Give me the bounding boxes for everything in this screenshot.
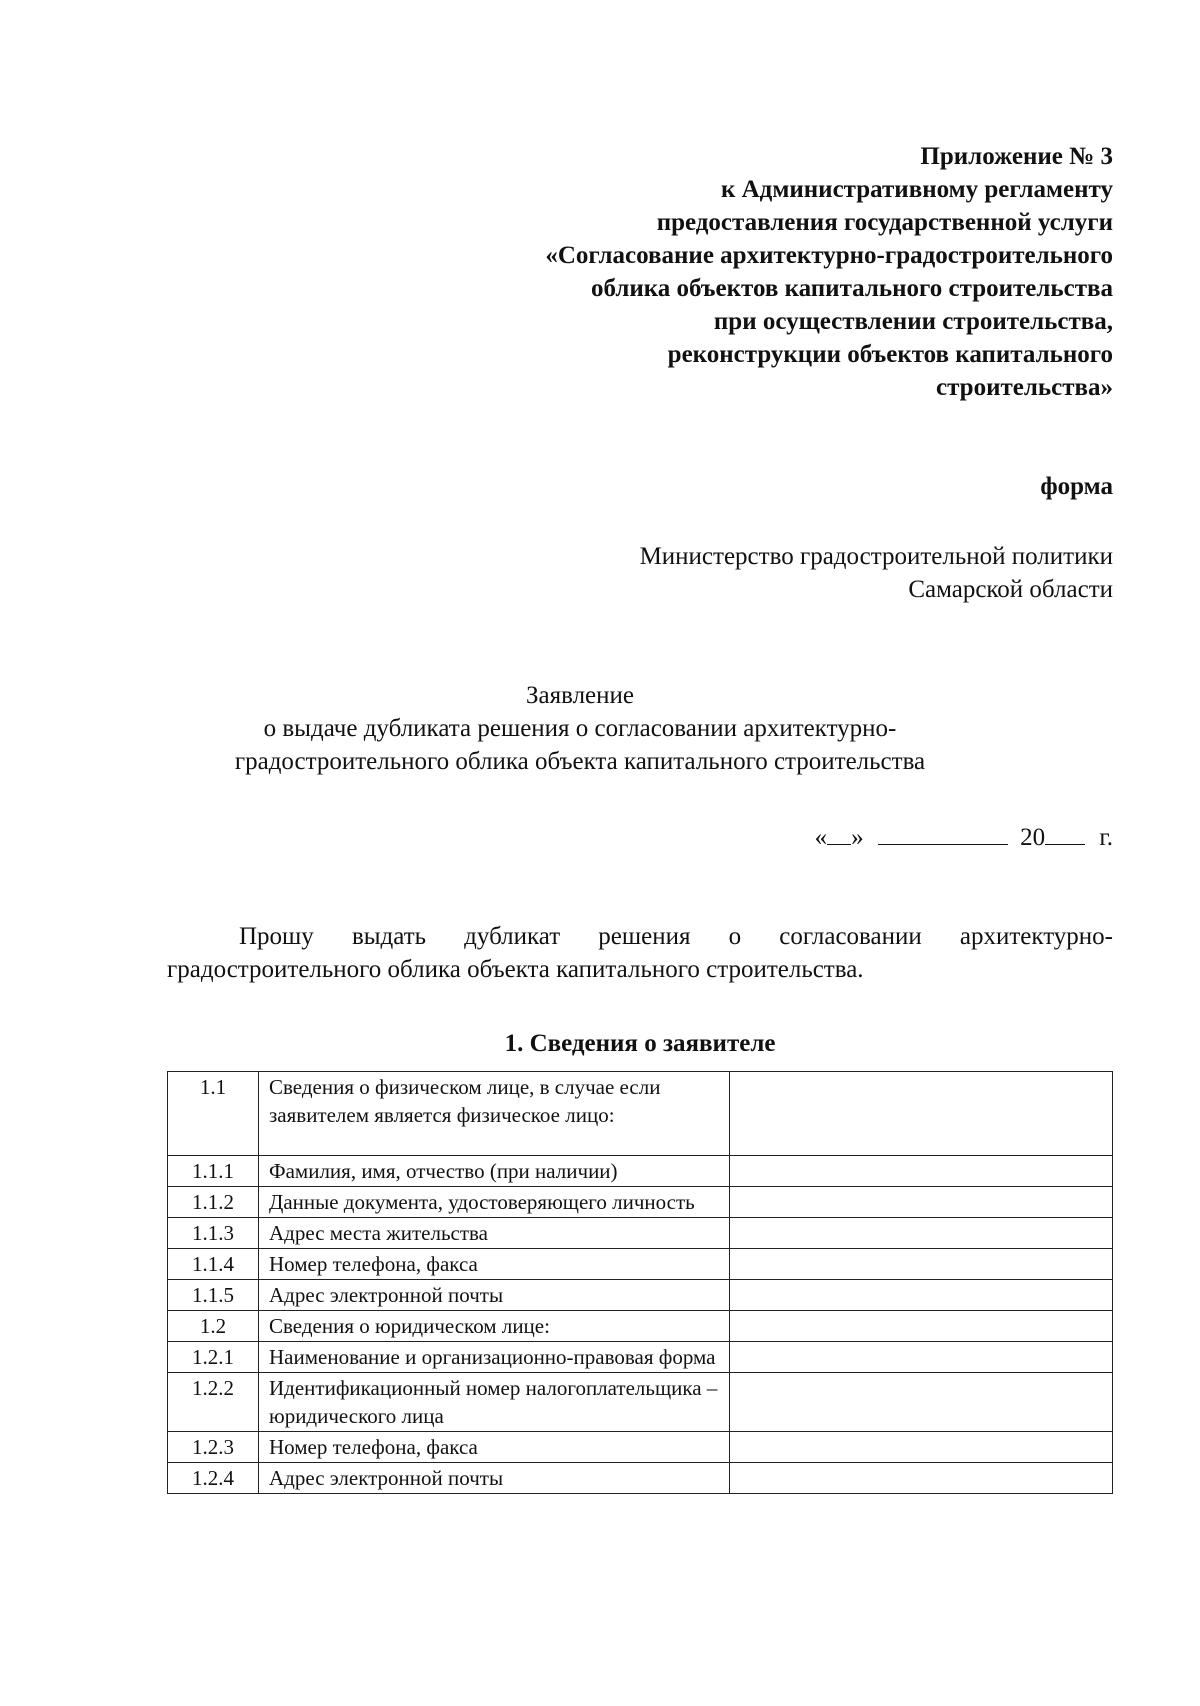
row-value-field[interactable] (730, 1463, 1113, 1494)
row-number: 1.2.3 (168, 1432, 259, 1463)
recipient-block (400, 540, 1113, 606)
table-row (168, 1342, 1113, 1373)
row-label: Данные документа, удостоверяющего личность (259, 1187, 730, 1218)
year-prefix: 20 (1020, 824, 1046, 851)
appendix-header-line: облика объектов капитального строительства (590, 275, 1113, 302)
form-label: форма (1040, 473, 1113, 500)
row-value-field[interactable] (730, 1218, 1113, 1249)
applicant-info-table (167, 1071, 1113, 1494)
row-label: Адрес электронной почты (259, 1463, 730, 1494)
date-open-quote: « (814, 824, 828, 851)
row-label: Идентификационный номер налогоплательщика – юридического лица (259, 1373, 730, 1432)
row-value-field[interactable] (730, 1311, 1113, 1342)
date-line (700, 822, 1113, 852)
appendix-header-line: строительства» (936, 374, 1113, 401)
row-number: 1.1.1 (168, 1156, 259, 1187)
appendix-header-line: «Согласование архитектурно-градостроительного (545, 242, 1113, 269)
table-row (168, 1187, 1113, 1218)
table-row (168, 1072, 1113, 1156)
row-label: Наименование и организационно-правовая форма (259, 1342, 730, 1373)
appendix-header-line: Приложение № 3 (920, 143, 1113, 170)
row-value-field[interactable] (730, 1432, 1113, 1463)
table-row (168, 1463, 1113, 1494)
row-label: Сведения о юридическом лице: (259, 1311, 730, 1342)
date-close-quote: » (851, 824, 864, 851)
table-row (168, 1373, 1113, 1432)
appendix-header (380, 140, 1113, 404)
request-paragraph (167, 920, 1113, 986)
year-blank[interactable] (1045, 822, 1085, 845)
row-number: 1.1.4 (168, 1249, 259, 1280)
table-row (168, 1218, 1113, 1249)
row-number: 1.1.2 (168, 1187, 259, 1218)
row-number: 1.2 (168, 1311, 259, 1342)
row-number: 1.2.2 (168, 1373, 259, 1432)
table-row (168, 1311, 1113, 1342)
appendix-header-line: к Административному регламенту (720, 176, 1113, 203)
row-label: Сведения о физическом лице, в случае если заявителем является физическое лицо: (259, 1072, 730, 1156)
recipient-line: Самарской области (908, 576, 1113, 603)
row-value-field[interactable] (730, 1249, 1113, 1280)
row-number: 1.2.1 (168, 1342, 259, 1373)
row-value-field[interactable] (730, 1373, 1113, 1432)
table-row (168, 1156, 1113, 1187)
row-number: 1.2.4 (168, 1463, 259, 1494)
table-row (168, 1432, 1113, 1463)
row-value-field[interactable] (730, 1280, 1113, 1311)
section-title: 1. Сведения о заявителе (504, 1030, 776, 1057)
month-blank[interactable] (878, 822, 1008, 845)
row-label: Номер телефона, факса (259, 1432, 730, 1463)
row-number: 1.1 (168, 1072, 259, 1156)
request-line: Прошу выдать дубликат решения о согласовании архитектурно- (239, 923, 1113, 950)
row-value-field[interactable] (730, 1072, 1113, 1156)
day-blank[interactable] (827, 822, 851, 845)
statement-title-block (150, 679, 1010, 778)
row-value-field[interactable] (730, 1156, 1113, 1187)
request-line: градостроительного облика объекта капитального строительства. (167, 956, 864, 983)
appendix-header-line: при осуществлении строительства, (713, 308, 1113, 335)
appendix-header-line: предоставления государственной услуги (656, 209, 1113, 236)
row-number: 1.1.5 (168, 1280, 259, 1311)
row-label: Номер телефона, факса (259, 1249, 730, 1280)
row-value-field[interactable] (730, 1187, 1113, 1218)
statement-title: Заявление (525, 682, 635, 709)
year-suffix: г. (1099, 824, 1113, 851)
table-row (168, 1280, 1113, 1311)
row-value-field[interactable] (730, 1342, 1113, 1373)
row-label: Фамилия, имя, отчество (при наличии) (259, 1156, 730, 1187)
recipient-line: Министерство градостроительной политики (639, 543, 1113, 570)
row-number: 1.1.3 (168, 1218, 259, 1249)
table-row (168, 1249, 1113, 1280)
statement-subtitle-line: градостроительного облика объекта капитального строительства (234, 748, 926, 775)
row-label: Адрес электронной почты (259, 1280, 730, 1311)
statement-subtitle-line: о выдаче дубликата решения о согласовании архитектурно- (263, 715, 897, 742)
appendix-header-line: реконструкции объектов капитального (667, 341, 1113, 368)
row-label: Адрес места жительства (259, 1218, 730, 1249)
